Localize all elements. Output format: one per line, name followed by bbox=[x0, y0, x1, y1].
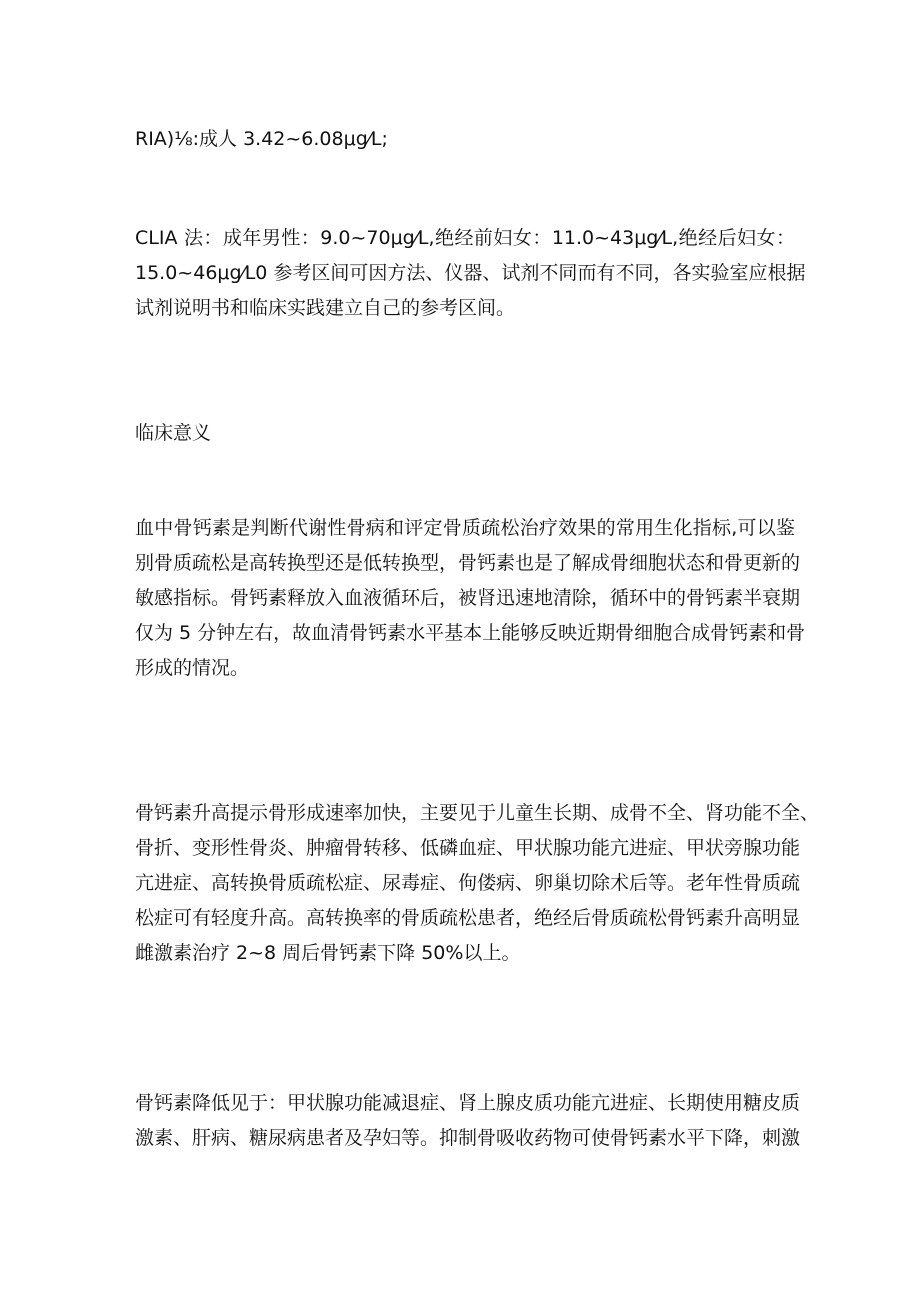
paragraph-decreased-osteocalcin bbox=[135, 1086, 801, 1156]
text-line: 试剂说明书和临床实践建立自己的参考区间。 bbox=[135, 297, 516, 319]
text-line: 骨折、变形性骨炎、肿瘤骨转移、低磷血症、甲状腺功能亢进症、甲状旁腺功能 bbox=[135, 837, 801, 859]
text-line: 形成的情况。 bbox=[135, 657, 250, 679]
text-line: 松症可有轻度升高。高转换率的骨质疏松患者，绝经后骨质疏松骨钙素升高明显 bbox=[135, 907, 801, 929]
text-line: 骨钙素降低见于：甲状腺功能减退症、肾上腺皮质功能亢进症、长期使用糖皮质 bbox=[135, 1092, 801, 1114]
text-line: 仅为 5 分钟左右，故血清骨钙素水平基本上能够反映近期骨细胞合成骨钙素和骨 bbox=[135, 622, 806, 644]
text-line: 骨钙素升高提示骨形成速率加快，主要见于儿童生长期、成骨不全、肾功能不全、 bbox=[135, 802, 820, 824]
text-line: RIA)⅛:成人 3.42~6.08μg⁄L; bbox=[135, 128, 388, 150]
text-line: 雌激素治疗 2~8 周后骨钙素下降 50%以上。 bbox=[135, 942, 521, 964]
text-line: 激素、肝病、糖尿病患者及孕妇等。抑制骨吸收药物可使骨钙素水平下降，刺激 bbox=[135, 1127, 801, 1149]
section-heading-clinical-significance bbox=[135, 416, 795, 451]
paragraph-clia-reference bbox=[135, 221, 806, 326]
text-line: 别骨质疏松是高转换型还是低转换型，骨钙素也是了解成骨细胞状态和骨更新的 bbox=[135, 552, 801, 574]
paragraph-clinical-indicator bbox=[135, 511, 806, 686]
text-line: 亢进症、高转换骨质疏松症、尿毒症、佝偻病、卵巢切除术后等。老年性骨质疏 bbox=[135, 872, 801, 894]
text-line: 血中骨钙素是判断代谢性骨病和评定骨质疏松治疗效果的常用生化指标,可以鉴 bbox=[135, 517, 795, 539]
paragraph-elevated-osteocalcin bbox=[135, 796, 820, 971]
text-line: CLIA 法：成年男性：9.0~70μg⁄L,绝经前妇女：11.0~43μg⁄L,绝经后妇女： bbox=[135, 227, 795, 249]
text-line: 敏感指标。骨钙素释放入血液循环后，被肾迅速地清除，循环中的骨钙素半衰期 bbox=[135, 587, 801, 609]
paragraph-ria-reference bbox=[135, 122, 795, 157]
section-heading: 临床意义 bbox=[135, 422, 212, 444]
text-line: 15.0~46μg⁄L0 参考区间可因方法、仪器、试剂不同而有不同，各实验室应根据 bbox=[135, 262, 806, 284]
